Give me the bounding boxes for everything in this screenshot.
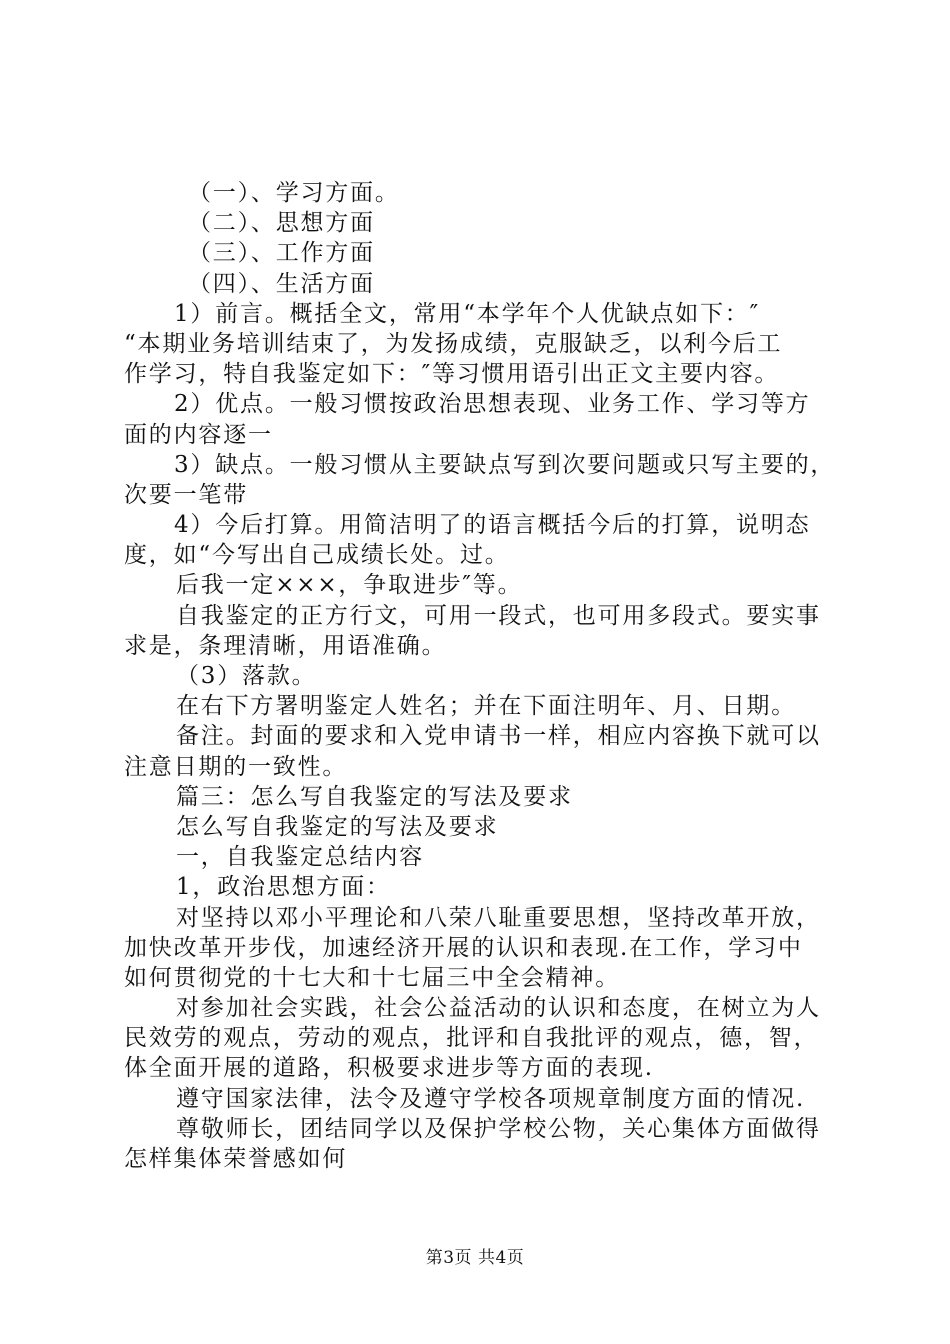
- text-line: 次要一笔带: [124, 481, 248, 508]
- text-line: 如何贯彻党的十七大和十七届三中全会精神。: [124, 964, 620, 991]
- text-line: （一）、学习方面。: [188, 180, 400, 206]
- text-line: 2）优点。一般习惯按政治思想表现、业务工作、学习等方: [174, 391, 811, 418]
- text-line: 尊敬师长，团结同学以及保护学校公物，关心集体方面做得: [176, 1115, 821, 1142]
- text-line: 注意日期的一致性。: [124, 753, 348, 780]
- text-line: （三）、工作方面: [188, 240, 375, 267]
- text-line: 4）今后打算。用简洁明了的语言概括今后的打算，说明态: [174, 512, 811, 539]
- text-line: （四）、生活方面: [188, 270, 375, 297]
- text-line: 加快改革开步伐，加速经济开展的认识和表现.在工作，学习中: [124, 934, 803, 961]
- text-line: “本期业务培训结束了，为发扬成绩，克服缺乏，以利今后工: [124, 330, 783, 357]
- text-line: 备注。封面的要求和入党申请书一样，相应内容换下就可以: [176, 723, 821, 750]
- text-line: 对坚持以邓小平理论和八荣八耻重要思想，坚持改革开放，: [176, 904, 821, 931]
- document-body: [124, 178, 840, 1174]
- text-line: 自我鉴定的正方行文，可用一段式，也可用多段式。要实事: [176, 602, 821, 629]
- text-line: （3）落款。: [176, 663, 317, 689]
- text-line: 怎么写自我鉴定的写法及要求: [176, 813, 499, 840]
- text-line: 遵守国家法律，法令及遵守学校各项规章制度方面的情况.: [176, 1085, 806, 1112]
- text-line: 民效劳的观点，劳动的观点，批评和自我批评的观点，德，智，: [124, 1025, 819, 1052]
- text-line: 对参加社会实践，社会公益活动的认识和态度，在树立为人: [176, 995, 821, 1022]
- text-line: 度，如“今写出自己成绩长处。过。: [124, 542, 510, 569]
- text-line: 1，政治思想方面：: [176, 874, 391, 901]
- text-line: 求是，条理清晰，用语准确。: [124, 632, 447, 659]
- text-line: 一，自我鉴定总结内容: [176, 844, 424, 871]
- text-line: 面的内容逐一: [124, 421, 273, 448]
- text-line: （二）、思想方面: [188, 210, 375, 237]
- text-line: 体全面开展的道路，积极要求进步等方面的表现.: [124, 1055, 654, 1082]
- text-line: 怎样集体荣誉感如何: [124, 1146, 348, 1172]
- text-line: 在右下方署明鉴定人姓名；并在下面注明年、月、日期。: [176, 693, 796, 720]
- text-line: 篇三：怎么写自我鉴定的写法及要求: [176, 783, 573, 810]
- page-footer: 第3页 共4页: [425, 1248, 525, 1268]
- text-line: 1）前言。概括全文，常用“本学年个人优缺点如下：″: [174, 300, 760, 327]
- text-line: 3）缺点。一般习惯从主要缺点写到次要问题或只写主要的，: [174, 451, 836, 478]
- text-line: 后我一定×××，争取进步″等。: [176, 572, 523, 599]
- text-line: 作学习，特自我鉴定如下：″等习惯用语引出正文主要内容。: [124, 361, 780, 388]
